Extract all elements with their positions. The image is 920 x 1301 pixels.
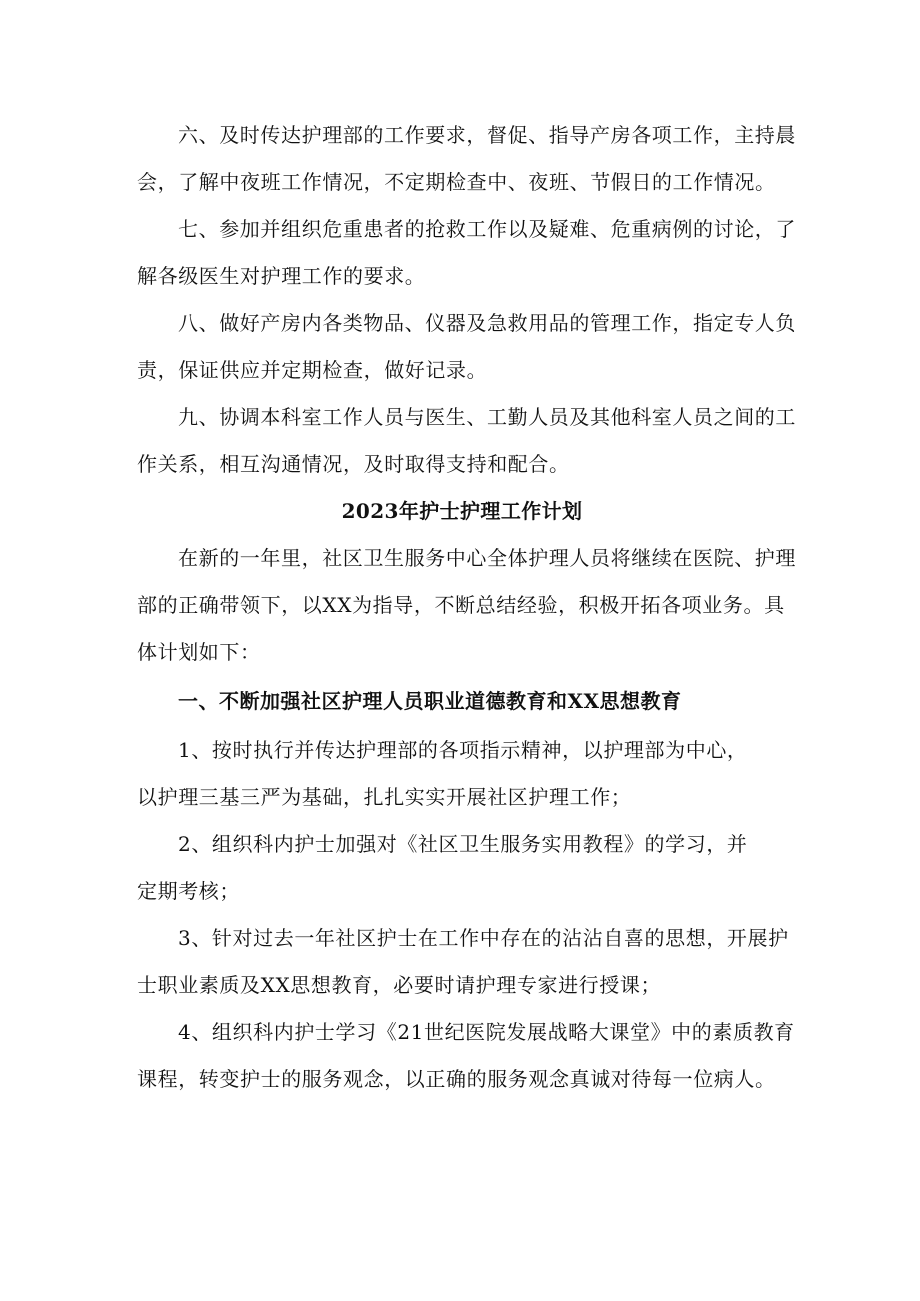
- list-item-3: [137, 915, 787, 1009]
- paragraph-line: 解各级医生对护理工作的要求。: [137, 264, 426, 288]
- paragraph-line: 在新的一年里，社区卫生服务中心全体护理人员将继续在医院、护理: [178, 546, 796, 570]
- paragraph-line: 部的正确带领下，以XX为指导，不断总结经验，积极开拓各项业务。具: [137, 593, 785, 617]
- paragraph-line: 3、针对过去一年社区护士在工作中存在的沾沾自喜的思想，开展护: [178, 926, 789, 950]
- paragraph-line: 4、组织科内护士学习《21世纪医院发展战略大课堂》中的素质教育: [178, 1020, 795, 1044]
- paragraph-item-7: [137, 206, 796, 300]
- paragraph-line: 六、及时传达护理部的工作要求，督促、指导产房各项工作，主持晨: [178, 123, 796, 147]
- paragraph-line: 以护理三基三严为基础，扎扎实实开展社区护理工作；: [137, 785, 632, 809]
- paragraph-line: 课程，转变护士的服务观念，以正确的服务观念真诚对待每一位病人。: [137, 1067, 776, 1091]
- paragraph-line: 会，了解中夜班工作情况，不定期检查中、夜班、节假日的工作情况。: [137, 170, 776, 194]
- list-item-4: [137, 1009, 795, 1103]
- paragraph-item-9: [137, 394, 796, 488]
- document-title: 2023年护士护理工作计划: [341, 499, 583, 523]
- list-item-2: [137, 821, 787, 915]
- paragraph-line: 士职业素质及XX思想教育，必要时请护理专家进行授课；: [137, 973, 662, 997]
- list-item-1: [137, 727, 787, 821]
- paragraph-item-6: [137, 112, 796, 206]
- paragraph-line: 作关系，相互沟通情况，及时取得支持和配合。: [137, 452, 570, 476]
- paragraph-line: 1、按时执行并传达护理部的各项指示精神，以护理部为中心，: [178, 738, 748, 762]
- paragraph-line: 责，保证供应并定期检查，做好记录。: [137, 358, 488, 382]
- paragraph-line: 2、组织科内护士加强对《社区卫生服务实用教程》的学习，并: [178, 832, 748, 856]
- paragraph-line: 七、参加并组织危重患者的抢救工作以及疑难、危重病例的讨论，了: [178, 217, 796, 241]
- paragraph-line: 体计划如下：: [137, 640, 261, 664]
- paragraph-line: 八、做好产房内各类物品、仪器及急救用品的管理工作，指定专人负: [178, 311, 796, 335]
- paragraph-line: 九、协调本科室工作人员与医生、工勤人员及其他科室人员之间的工: [178, 405, 796, 429]
- paragraph-line: 定期考核；: [137, 879, 240, 903]
- section-heading: 一、不断加强社区护理人员职业道德教育和XX思想教育: [178, 689, 682, 713]
- document-page: [137, 112, 796, 1103]
- intro-paragraph: [137, 535, 796, 676]
- paragraph-item-8: [137, 300, 796, 394]
